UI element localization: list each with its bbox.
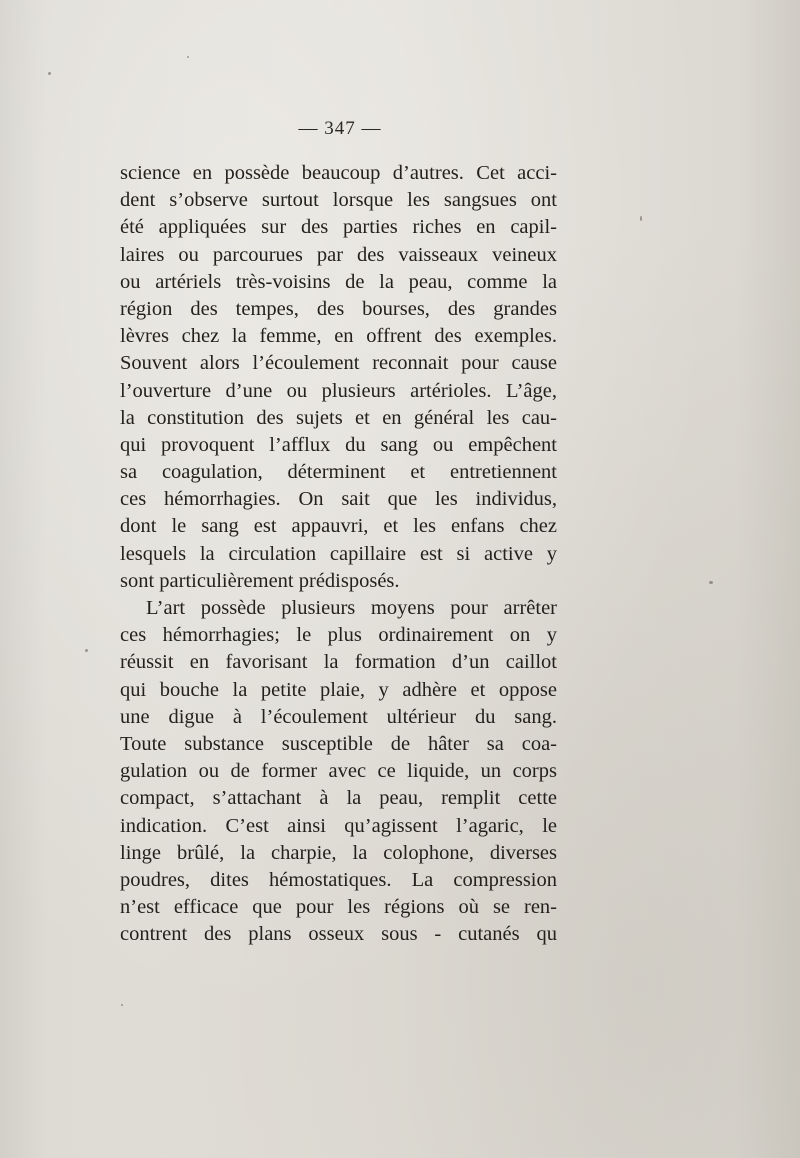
- paper-speck: [709, 581, 713, 584]
- text-line: gulation ou de former avec ce liquide, un corps: [120, 760, 557, 783]
- text-line: région des tempes, des bourses, des grandes: [120, 297, 557, 320]
- text-line: contrent des plans osseux sous - cutanés qu: [120, 923, 557, 946]
- text-line: sont particulièrement prédisposés.: [120, 569, 400, 592]
- text-line: une digue à l’écoulement ultérieur du sang.: [120, 705, 557, 728]
- page-number: — 347 —: [298, 118, 382, 139]
- paper-speck: [187, 56, 189, 58]
- text-line: sa coagulation, déterminent et entretiennent: [120, 461, 557, 484]
- text-line: indication. C’est ainsi qu’agissent l’agaric, le: [120, 814, 557, 837]
- text-line: compact, s’attachant à la peau, remplit cette: [120, 787, 557, 810]
- text-line: été appliquées sur des parties riches en capil-: [120, 216, 557, 239]
- paper-speck: [48, 72, 51, 75]
- text-line: ou artériels très-voisins de la peau, comme la: [120, 270, 557, 293]
- paragraph-first-line: L’art possède plusieurs moyens pour arrêter: [146, 597, 557, 619]
- text-line: linge brûlé, la charpie, la colophone, diverses: [120, 841, 557, 864]
- text-line: lèvres chez la femme, en offrent des exemples.: [120, 325, 557, 348]
- text-line: dent s’observe surtout lorsque les sangsues ont: [120, 189, 557, 212]
- text-line: lesquels la circulation capillaire est si active y: [120, 542, 557, 565]
- text-line: qui bouche la petite plaie, y adhère et oppose: [120, 678, 557, 701]
- text-line: qui provoquent l’afflux du sang ou empêchent: [120, 433, 557, 456]
- text-line: Souvent alors l’écoulement reconnait pour cause: [120, 352, 557, 375]
- text-line: dont le sang est appauvri, et les enfans chez: [120, 515, 557, 538]
- paper-speck: [121, 1004, 123, 1006]
- text-line: ces hémorrhagies; le plus ordinairement on y: [120, 624, 557, 647]
- text-line: poudres, dites hémostatiques. La compression: [120, 868, 557, 891]
- text-line: science en possède beaucoup d’autres. Cet acci-: [120, 162, 557, 184]
- body-text: [120, 160, 557, 948]
- text-line: laires ou parcourues par des vaisseaux veineux: [120, 243, 557, 266]
- text-line: réussit en favorisant la formation d’un caillot: [120, 651, 557, 674]
- paper-speck: [640, 216, 642, 221]
- text-line: la constitution des sujets et en général les cau-: [120, 406, 557, 429]
- text-line: Toute substance susceptible de hâter sa coa-: [120, 732, 557, 755]
- text-line: n’est efficace que pour les régions où se ren-: [120, 896, 557, 919]
- text-line: ces hémorrhagies. On sait que les individus,: [120, 488, 557, 511]
- paper-speck: [85, 649, 88, 652]
- text-line: l’ouverture d’une ou plusieurs artérioles. L’âge,: [120, 379, 557, 402]
